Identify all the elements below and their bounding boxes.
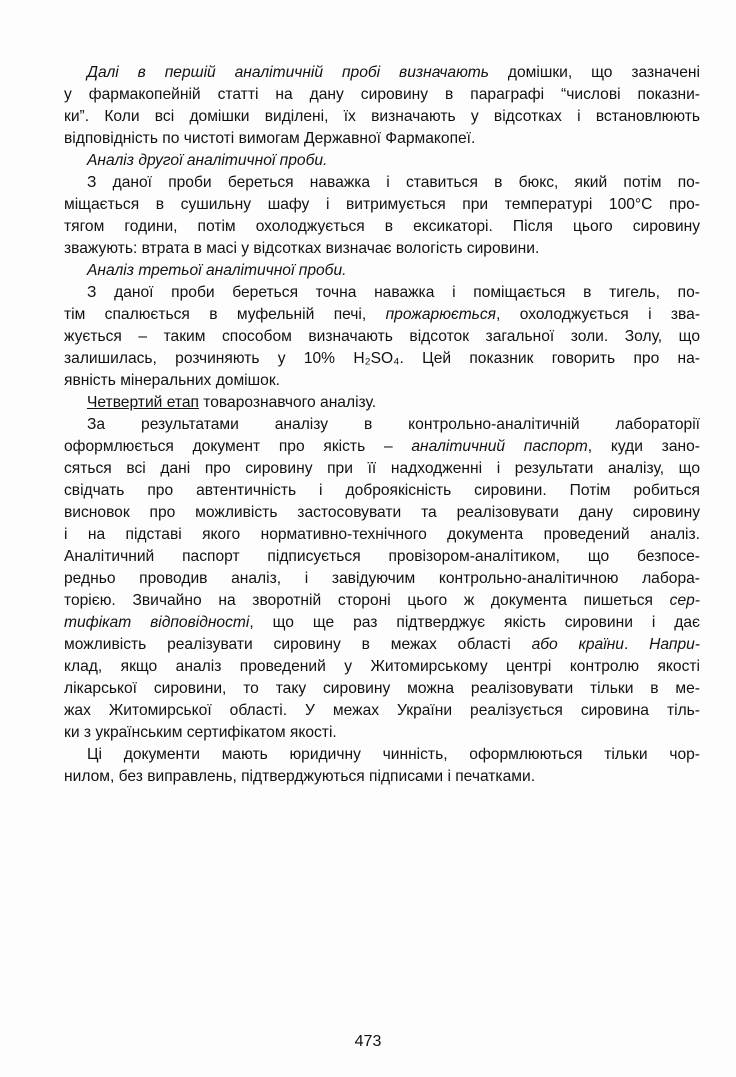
text-segment: свідчать про автентичність і доброякісність сировини. Потім робиться [64, 482, 700, 499]
text-segment: Ці документи мають юридичну чинність, оформлюються тільки чор- [87, 746, 700, 763]
text-line [87, 62, 700, 84]
text-line [64, 568, 700, 590]
text-line [87, 282, 700, 304]
text-line [64, 678, 700, 700]
text-line [64, 722, 700, 744]
text-line [87, 392, 700, 414]
text-line [87, 744, 700, 766]
text-line [64, 634, 700, 656]
text-segment: лікарської сировини, то таку сировину можна реалізовувати тільки в ме- [64, 680, 700, 697]
text-line [64, 612, 700, 634]
text-segment: клад, якщо аналіз проведений у Житомирському центрі контролю якості [64, 658, 700, 675]
text-segment: або країни [531, 636, 624, 653]
text-segment: За результатами аналізу в контрольно-аналітичній лабораторії [87, 416, 700, 433]
text-segment: оформлюється документ про якість – [64, 438, 412, 455]
text-segment: прожарюється [385, 306, 497, 323]
text-line [87, 150, 700, 172]
text-segment: Четвертий етап [87, 394, 199, 411]
text-line [64, 502, 700, 524]
text-segment: Аналітичний паспорт підписується провізором-аналітиком, що безпосе- [64, 548, 700, 565]
text-line [87, 414, 700, 436]
text-segment: висновок про можливість застосовувати та реалізовувати дану сировину [64, 504, 700, 521]
text-segment: З даної проби береться точна наважка і поміщається в тигель, по- [87, 284, 700, 301]
text-line [64, 700, 700, 722]
text-segment: Аналіз третьої аналітичної проби. [87, 262, 347, 279]
text-line [64, 590, 700, 612]
text-segment: редньо проводив аналіз, і завідуючим контрольно-аналітичною лабора- [64, 570, 700, 587]
text-segment: З даної проби береться наважка і ставиться в бюкс, який потім по- [87, 174, 700, 191]
text-line [64, 524, 700, 546]
text-line [64, 194, 700, 216]
text-segment: Аналіз другої аналітичної проби. [87, 152, 328, 169]
text-line [64, 348, 700, 370]
text-segment: , куди зано- [587, 438, 700, 455]
text-segment: ки”. Коли всі домішки виділені, їх визначають у відсотках і встановлюють [64, 108, 700, 125]
text-segment: явність мінеральних домішок. [64, 372, 280, 389]
text-line [64, 370, 700, 392]
text-segment: міщається в сушильну шафу і витримується при температурі 100°С про- [64, 196, 700, 213]
text-line [87, 172, 700, 194]
text-line [64, 436, 700, 458]
text-line [87, 260, 700, 282]
text-segment: сяться всі дані про сировину при її надходженні і результати аналізу, що [64, 460, 700, 477]
text-segment: нилом, без виправлень, підтверджуються підписами і печатками. [64, 768, 536, 785]
text-segment: і на підставі якого нормативно-технічного документа проведений аналіз. [64, 526, 700, 543]
text-line [64, 84, 700, 106]
text-line [64, 216, 700, 238]
text-segment: торією. Звичайно на зворотній стороні цього ж документа пишеться [64, 592, 670, 609]
text-line [64, 766, 700, 788]
text-segment: зважують: втрата в масі у відсотках визначає вологість сировини. [64, 240, 540, 257]
text-segment: тягом години, потім охолоджується в ексикаторі. Після цього сировину [64, 218, 700, 235]
text-line [64, 304, 700, 326]
text-line [64, 238, 700, 260]
text-segment: . [623, 636, 650, 653]
text-segment: , що ще раз підтверджує якість сировини і дає [249, 614, 701, 631]
text-line [64, 458, 700, 480]
text-segment: залишилась, розчиняють у 10% H₂SO₄. Цей показник говорить про на- [64, 350, 700, 367]
text-segment: можливість реалізувати сировину в межах області [64, 636, 532, 653]
text-segment: відповідність по чистоті вимогам Державної Фармакопеї. [64, 130, 476, 147]
body-text [64, 62, 700, 788]
text-segment: жах Житомирської області. У межах України реалізується сировина тіль- [64, 702, 700, 719]
text-segment: сер- [669, 592, 700, 609]
text-segment: товарознавчого аналізу. [198, 394, 377, 411]
text-line [64, 326, 700, 348]
text-segment: тім спалюється в муфельній печі, [64, 306, 386, 323]
text-line [64, 546, 700, 568]
text-segment: Далі в першій аналітичній пробі визначають [87, 64, 489, 81]
text-segment: Напри- [649, 636, 700, 653]
text-segment: аналітичний паспорт [411, 438, 588, 455]
text-segment: тифікат відповідності [64, 614, 250, 631]
text-segment: домішки, що зазначені [488, 64, 700, 81]
text-segment: у фармакопейній статті на дану сировину в параграфі “числові показни- [64, 86, 700, 103]
text-segment: жується – таким способом визначають відсоток загальної золи. Золу, що [64, 328, 700, 345]
text-line [64, 480, 700, 502]
text-segment: , охолоджується і зва- [496, 306, 701, 323]
page-number: 473 [354, 1033, 382, 1050]
text-segment: ки з українським сертифікатом якості. [64, 724, 337, 741]
text-line [64, 106, 700, 128]
text-line [64, 128, 700, 150]
text-line [64, 656, 700, 678]
